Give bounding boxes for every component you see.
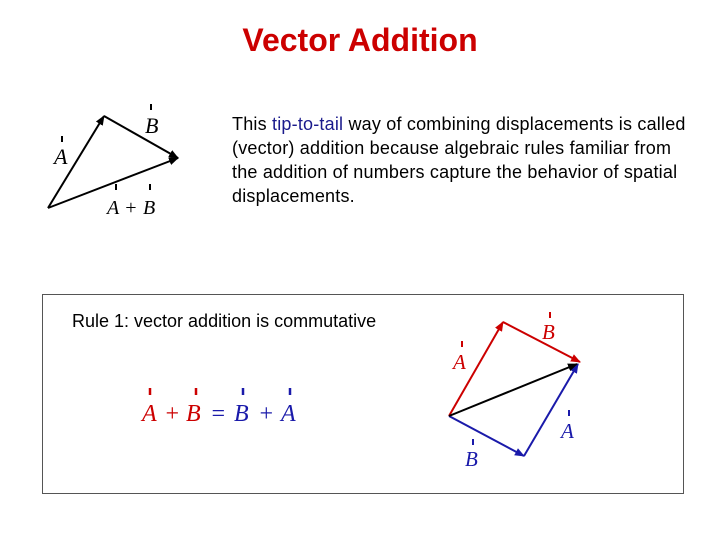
intro-post: way of combining displacements is called (vector) addition because algebraic rules familiar from the addition of numbers capture the behavior of spatial displacements. xyxy=(232,114,686,206)
eq-plus-left: + xyxy=(164,401,181,427)
intro-pre: This xyxy=(232,114,273,134)
label-a: A xyxy=(54,144,68,169)
label-sum-plus: + xyxy=(124,197,138,219)
label-sum-b: B xyxy=(143,197,156,219)
slide-title: Vector Addition xyxy=(242,22,478,58)
para-label-b-blue: B xyxy=(465,447,478,471)
eq-equals: = xyxy=(210,401,227,427)
label-sum-a: A xyxy=(107,197,120,219)
eq-a-left: A xyxy=(142,401,157,427)
rule-text: Rule 1: vector addition is commutative xyxy=(72,311,377,331)
eq-b-left: B xyxy=(186,401,201,427)
para-label-a-red: A xyxy=(453,350,466,374)
intro-highlight: tip-to-tail xyxy=(272,114,344,134)
eq-b-right: B xyxy=(234,401,249,427)
para-label-b-red: B xyxy=(542,320,555,344)
label-b: B xyxy=(145,113,159,138)
black-sum-vector xyxy=(449,364,577,416)
eq-plus-right: + xyxy=(258,401,275,427)
para-label-a-blue: A xyxy=(561,419,574,443)
blue-vector-b xyxy=(449,416,524,456)
eq-a-right: A xyxy=(281,401,296,427)
